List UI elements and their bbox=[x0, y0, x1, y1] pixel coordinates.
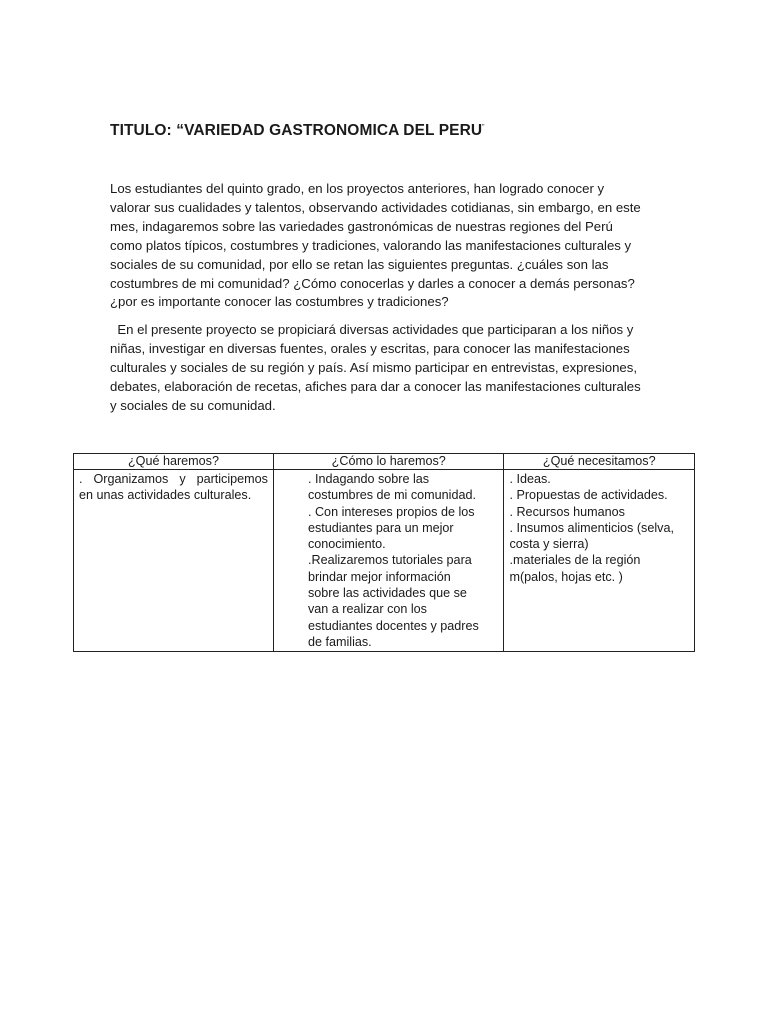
cell-que-necesitamos bbox=[504, 470, 695, 652]
table-header-row bbox=[74, 454, 695, 470]
cell-line: estudiantes para un mejor bbox=[307, 520, 454, 535]
cell-word: . bbox=[79, 472, 83, 486]
cell-line: costa y sierra) bbox=[509, 537, 589, 552]
header-que-haremos: ¿Qué haremos? bbox=[74, 454, 274, 470]
paragraph-line: debates, elaboración de recetas, afiches para dar a conocer las manifestaciones culturales bbox=[110, 378, 641, 394]
cell-line: brindar mejor información bbox=[307, 569, 451, 584]
paragraph-line: sociales de su comunidad, por ello se retan las siguientes preguntas. ¿cuáles son las bbox=[110, 256, 609, 272]
cell-line: . Con intereses propios de los bbox=[307, 504, 475, 519]
cell-line: estudiantes docentes y padres bbox=[307, 618, 479, 633]
intro-paragraph bbox=[110, 180, 656, 312]
cell-line: . Insumos alimenticios (selva, bbox=[509, 520, 674, 535]
header-que-necesitamos: ¿Qué necesitamos? bbox=[504, 454, 695, 470]
cell-line: . Propuestas de actividades. bbox=[509, 488, 668, 503]
cell-line: sobre las actividades que se bbox=[307, 586, 467, 601]
cell-line: de familias. bbox=[307, 634, 372, 649]
cell-como-lo-haremos bbox=[273, 470, 504, 652]
cell-word: y bbox=[179, 472, 186, 486]
paragraph-line: mes, indagaremos sobre las variedades gastronómicas de nuestras regiones del Perú bbox=[110, 218, 613, 234]
paragraph-line: Los estudiantes del quinto grado, en los proyectos anteriores, han logrado conocer y bbox=[110, 181, 605, 196]
document-title bbox=[110, 122, 485, 140]
paragraph-line: culturales y sociales de su región y país. Así mismo participar en entrevistas, expresiones, bbox=[110, 359, 638, 375]
paragraph-line: En el presente proyecto se propiciará diversas actividades que participaran a los niños y bbox=[110, 322, 634, 337]
header-como-lo-haremos: ¿Cómo lo haremos? bbox=[273, 454, 504, 470]
paragraph-line: niñas, investigar en diversas fuentes, orales y escritas, para conocer las manifestaciones bbox=[110, 340, 630, 356]
title-text: TITULO: “VARIEDAD GASTRONOMICA DEL PERU bbox=[110, 122, 483, 139]
cell-line: m(palos, hojas etc. ) bbox=[509, 569, 623, 584]
cell-que-haremos bbox=[74, 470, 274, 652]
paragraph-line: valorar sus cualidades y talentos, observando actividades cotidianas, sin embargo, en este bbox=[110, 199, 641, 215]
paragraph-line: y sociales de su comunidad. bbox=[110, 397, 276, 413]
paragraph-line: como platos típicos, costumbres y tradiciones, valorando las manifestaciones culturales y bbox=[110, 237, 632, 253]
cell-line: .Realizaremos tutoriales para bbox=[307, 553, 472, 568]
cell-line: .materiales de la región bbox=[509, 553, 641, 568]
paragraph-line: ¿por es importante conocer las costumbres y tradiciones? bbox=[110, 294, 449, 310]
cell-line: . Recursos humanos bbox=[509, 504, 625, 519]
cell-line: . Ideas. bbox=[509, 472, 551, 486]
cell-line bbox=[79, 471, 268, 487]
table-row bbox=[74, 470, 695, 652]
cell-word: Organizamos bbox=[93, 472, 169, 486]
cell-line: van a realizar con los bbox=[307, 602, 427, 617]
cell-line: en unas actividades culturales. bbox=[79, 488, 252, 503]
cell-line: costumbres de mi comunidad. bbox=[307, 488, 476, 503]
cell-word: participemos bbox=[196, 472, 268, 486]
activities-table bbox=[73, 453, 695, 652]
cell-line: . Indagando sobre las bbox=[307, 472, 430, 486]
title-close-quote: ” bbox=[482, 123, 485, 131]
cell-line: conocimiento. bbox=[307, 537, 386, 552]
paragraph-line: costumbres de mi comunidad? ¿Cómo conocerlas y darles a conocer a demás personas? bbox=[110, 275, 635, 291]
project-paragraph bbox=[110, 321, 656, 416]
